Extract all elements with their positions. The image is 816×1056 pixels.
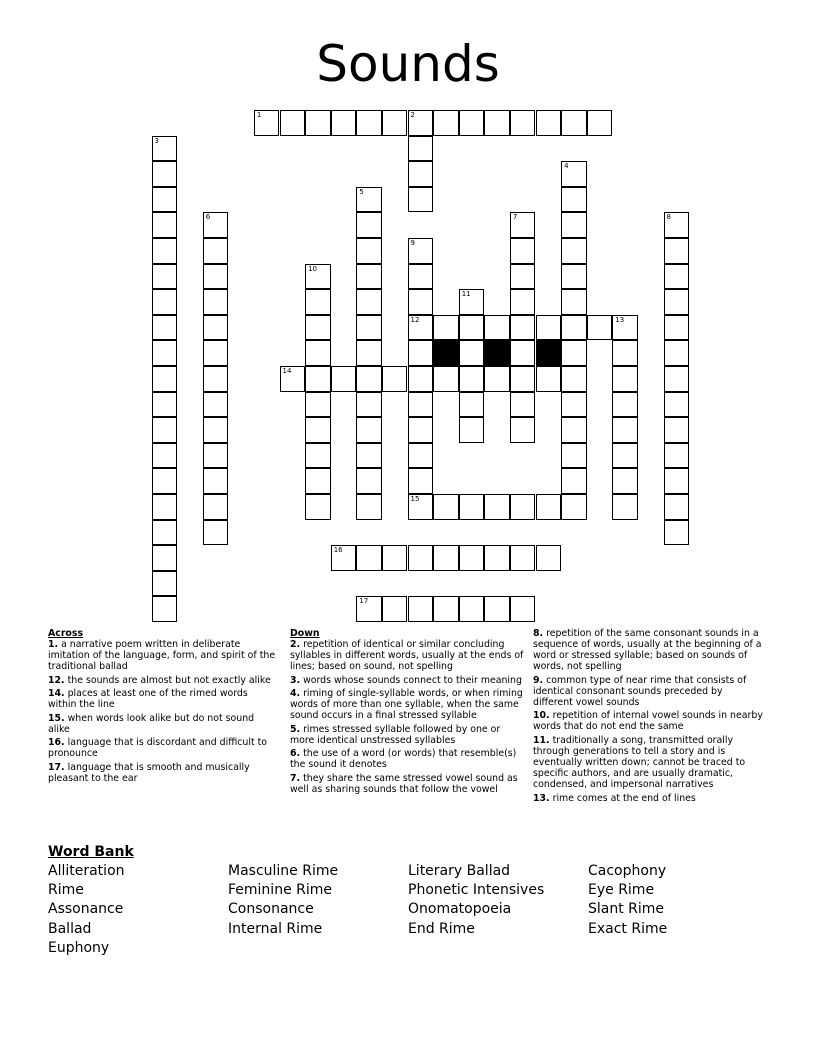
grid-cell[interactable] [561, 494, 587, 520]
word-bank-item: Phonetic Intensives [408, 882, 545, 899]
grid-cell[interactable] [408, 187, 434, 213]
grid-cell[interactable] [152, 136, 178, 162]
grid-cell[interactable] [561, 366, 587, 392]
grid-cell[interactable] [305, 315, 331, 341]
grid-cell[interactable] [356, 366, 382, 392]
grid-cell[interactable] [561, 417, 587, 443]
grid-cell[interactable] [203, 238, 229, 264]
grid-cell[interactable] [612, 494, 638, 520]
grid-cell[interactable] [152, 161, 178, 187]
clue-text: repetition of internal vowel sounds in nearby words that do not end the same [533, 710, 763, 733]
grid-cell[interactable] [664, 392, 690, 418]
grid-cell[interactable] [203, 468, 229, 494]
grid-cell[interactable] [152, 468, 178, 494]
grid-cell[interactable] [664, 315, 690, 341]
grid-cell[interactable] [305, 494, 331, 520]
clue-text: riming of single-syllable words, or when riming words of more than one syllable, when the same sound occurs in a final stressed syllable [290, 688, 523, 722]
clue-item [48, 639, 276, 672]
clue-number-label: 1. [48, 639, 59, 651]
grid-cell[interactable] [305, 340, 331, 366]
clue-number-label: 9. [533, 674, 544, 686]
grid-cell[interactable] [331, 110, 357, 136]
grid-cell[interactable] [152, 443, 178, 469]
clue-text: rimes stressed syllable followed by one or more identical unstressed syllables [290, 723, 501, 746]
grid-cell[interactable] [612, 468, 638, 494]
across-clues [48, 628, 276, 786]
grid-cell[interactable] [408, 110, 434, 136]
clue-number-label: 2. [290, 639, 301, 651]
grid-cell[interactable] [433, 596, 459, 622]
grid-cell[interactable] [356, 187, 382, 213]
word-bank-item: Cacophony [588, 863, 667, 879]
clue-number: 14 [282, 367, 292, 375]
grid-cell[interactable] [459, 340, 485, 366]
grid-cell[interactable] [561, 110, 587, 136]
clue-number: 10 [308, 264, 318, 273]
clue-number: 13 [615, 315, 625, 324]
clue-item [533, 628, 765, 672]
grid-cell[interactable] [203, 264, 229, 290]
word-bank-item: Slant Rime [588, 901, 665, 918]
grid-cell[interactable] [459, 392, 485, 418]
grid-cell[interactable] [305, 110, 331, 136]
grid-cell[interactable] [203, 315, 229, 341]
grid-cell[interactable] [561, 289, 587, 315]
clue-text: when words look alike but do not sound alike [48, 712, 255, 735]
clue-number-label: 14. [48, 688, 65, 700]
clue-number: 1 [256, 111, 262, 119]
grid-cell[interactable] [356, 443, 382, 469]
grid-cell[interactable] [664, 212, 690, 238]
grid-cell[interactable] [612, 443, 638, 469]
grid-cell[interactable] [408, 494, 434, 520]
grid-cell[interactable] [561, 238, 587, 264]
clue-text: repetition of identical or similar concluding syllables in different words, usually at the ends of lines; based on sound, not spelling [290, 639, 524, 673]
word-bank-item: Assonance [48, 901, 124, 918]
grid-cell[interactable] [459, 545, 485, 571]
grid-cell[interactable] [484, 494, 510, 520]
clue-number-label: 17. [48, 761, 65, 773]
grid-cell[interactable] [382, 596, 408, 622]
grid-cell[interactable] [459, 315, 485, 341]
grid-cell[interactable] [664, 468, 690, 494]
grid-cell[interactable] [152, 545, 178, 571]
grid-cell[interactable] [510, 392, 536, 418]
clue-number-label: 16. [48, 737, 65, 749]
grid-cell[interactable] [408, 545, 434, 571]
clue-item [48, 713, 276, 735]
clue-number-label: 5. [290, 723, 301, 735]
grid-cell[interactable] [356, 315, 382, 341]
down-clues [290, 628, 526, 797]
clue-number: 16 [333, 546, 343, 555]
grid-cell[interactable] [203, 212, 229, 238]
grid-cell[interactable] [561, 340, 587, 366]
grid-cell[interactable] [280, 366, 306, 392]
grid-cell[interactable] [331, 366, 357, 392]
word-bank-column [408, 862, 544, 939]
grid-cell[interactable] [433, 494, 459, 520]
grid-cell[interactable] [536, 545, 562, 571]
grid-cell[interactable] [305, 264, 331, 290]
grid-cell[interactable] [152, 366, 178, 392]
clue-number: 6 [205, 213, 211, 222]
grid-cell[interactable] [305, 468, 331, 494]
clue-number: 5 [359, 187, 364, 196]
clue-number: 11 [461, 290, 471, 299]
grid-cell[interactable] [152, 494, 178, 520]
grid-cell[interactable] [664, 340, 690, 366]
grid-cell[interactable] [664, 289, 690, 315]
grid-cell[interactable] [356, 417, 382, 443]
black-cell [433, 340, 459, 366]
clue-number-label: 12. [48, 674, 65, 686]
across-heading: Across [48, 628, 84, 639]
grid-cell[interactable] [459, 494, 485, 520]
grid-cell[interactable] [408, 366, 434, 392]
grid-cell[interactable] [561, 264, 587, 290]
grid-cell[interactable] [587, 110, 613, 136]
grid-cell[interactable] [203, 340, 229, 366]
grid-cell[interactable] [408, 136, 434, 162]
word-bank-item: Euphony [48, 939, 110, 956]
clue-item [290, 748, 526, 770]
clue-text: repetition of the same consonant sounds in a sequence of words, usually at the beginning of a word or stressed syllable; based on sounds of words, not spelling [533, 628, 762, 673]
grid-cell[interactable] [203, 417, 229, 443]
clue-text: they share the same stressed vowel sound as well as sharing sounds that follow the vowel [290, 772, 518, 795]
grid-cell[interactable] [664, 494, 690, 520]
grid-cell[interactable] [356, 110, 382, 136]
grid-cell[interactable] [382, 545, 408, 571]
grid-cell[interactable] [408, 289, 434, 315]
clue-text: the sounds are almost but not exactly alike [64, 674, 271, 686]
grid-cell[interactable] [203, 494, 229, 520]
grid-cell[interactable] [664, 238, 690, 264]
grid-cell[interactable] [612, 340, 638, 366]
grid-cell[interactable] [305, 417, 331, 443]
word-bank-item: Exact Rime [588, 920, 668, 937]
word-bank-title: Word Bank [48, 844, 134, 860]
grid-cell[interactable] [561, 187, 587, 213]
grid-cell[interactable] [561, 212, 587, 238]
grid-cell[interactable] [408, 417, 434, 443]
grid-cell[interactable] [152, 392, 178, 418]
grid-cell[interactable] [664, 417, 690, 443]
clue-text: a narrative poem written in deliberate imitation of the language, form, and spirit of the traditional ballad [48, 639, 276, 673]
clue-text: common type of near rime that consists of identical consonant sounds preceded by different vowel sounds [533, 674, 747, 708]
grid-cell[interactable] [510, 340, 536, 366]
grid-cell[interactable] [152, 238, 178, 264]
clue-number: 17 [359, 597, 369, 606]
word-bank-item: Eye Rime [588, 882, 655, 899]
grid-cell[interactable] [152, 212, 178, 238]
clue-text: words whose sounds connect to their meaning [300, 674, 522, 686]
grid-cell[interactable] [305, 366, 331, 392]
grid-cell[interactable] [382, 366, 408, 392]
grid-cell[interactable] [408, 161, 434, 187]
black-cell [536, 340, 562, 366]
clue-number: 2 [410, 111, 415, 119]
grid-cell[interactable] [382, 110, 408, 136]
grid-cell[interactable] [152, 520, 178, 546]
clue-number: 4 [564, 162, 569, 171]
word-bank-column [228, 862, 338, 939]
clue-text: language that is smooth and musically pleasant to the ear [48, 761, 250, 784]
grid-cell[interactable] [510, 212, 536, 238]
grid-cell[interactable] [561, 315, 587, 341]
grid-cell[interactable] [459, 417, 485, 443]
grid-cell[interactable] [664, 264, 690, 290]
grid-cell[interactable] [280, 110, 306, 136]
word-bank-item: Rime [48, 882, 84, 899]
grid-cell[interactable] [536, 110, 562, 136]
grid-cell[interactable] [459, 596, 485, 622]
clue-number-label: 6. [290, 748, 301, 760]
grid-cell[interactable] [408, 264, 434, 290]
grid-cell[interactable] [510, 315, 536, 341]
grid-cell[interactable] [433, 366, 459, 392]
word-bank-column [48, 862, 125, 958]
clue-text: places at least one of the rimed words within the line [48, 688, 248, 711]
grid-cell[interactable] [152, 289, 178, 315]
grid-cell[interactable] [612, 392, 638, 418]
grid-cell[interactable] [152, 596, 178, 622]
grid-cell[interactable] [356, 289, 382, 315]
grid-cell[interactable] [510, 289, 536, 315]
grid-cell[interactable] [612, 417, 638, 443]
clue-item [533, 735, 765, 790]
grid-cell[interactable] [356, 494, 382, 520]
clue-item [533, 675, 765, 708]
grid-cell[interactable] [484, 315, 510, 341]
word-bank-item: Literary Ballad [408, 863, 511, 879]
grid-cell[interactable] [510, 596, 536, 622]
grid-cell[interactable] [152, 417, 178, 443]
grid-cell[interactable] [305, 443, 331, 469]
black-cell [484, 340, 510, 366]
grid-cell[interactable] [510, 264, 536, 290]
grid-cell[interactable] [561, 392, 587, 418]
down-heading: Down [290, 628, 320, 639]
clue-item [290, 675, 526, 686]
word-bank-item: Internal Rime [228, 920, 323, 937]
grid-cell[interactable] [510, 417, 536, 443]
grid-cell[interactable] [408, 596, 434, 622]
grid-cell[interactable] [356, 545, 382, 571]
word-bank-item: Ballad [48, 920, 92, 937]
clue-text: traditionally a song, transmitted orally through generations to tell a story and is eventually written down; cannot be traced to specific authors, and are usually dramatic, condensed, and impersonal narratives [533, 734, 746, 791]
grid-cell[interactable] [408, 315, 434, 341]
clue-number: 3 [154, 136, 159, 145]
clue-number-label: 8. [533, 628, 544, 639]
grid-cell[interactable] [510, 238, 536, 264]
clue-item [290, 773, 526, 795]
grid-cell[interactable] [664, 366, 690, 392]
word-bank-item: Onomatopoeia [408, 901, 512, 918]
grid-cell[interactable] [203, 366, 229, 392]
clue-number: 8 [666, 213, 671, 222]
grid-cell[interactable] [459, 289, 485, 315]
clue-number-label: 7. [290, 772, 301, 784]
clue-number: 15 [410, 495, 420, 503]
clue-text: rime comes at the end of lines [549, 792, 696, 804]
grid-cell[interactable] [459, 110, 485, 136]
grid-cell[interactable] [612, 315, 638, 341]
word-bank-item: Alliteration [48, 863, 125, 879]
word-bank-item: Consonance [228, 901, 314, 918]
grid-cell[interactable] [510, 545, 536, 571]
grid-cell[interactable] [356, 392, 382, 418]
word-bank-item: Feminine Rime [228, 882, 332, 899]
clue-number-label: 13. [533, 792, 550, 804]
grid-cell[interactable] [331, 545, 357, 571]
grid-cell[interactable] [152, 340, 178, 366]
grid-cell[interactable] [408, 238, 434, 264]
grid-cell[interactable] [536, 315, 562, 341]
down-clues-continued [533, 628, 765, 806]
clue-text: the use of a word (or words) that resemble(s) the sound it denotes [290, 748, 517, 771]
word-bank-item: Masculine Rime [228, 863, 339, 879]
grid-cell[interactable] [203, 392, 229, 418]
clue-item [48, 675, 276, 686]
grid-cell[interactable] [152, 187, 178, 213]
clue-item [290, 639, 526, 672]
grid-cell[interactable] [356, 212, 382, 238]
grid-cell[interactable] [152, 264, 178, 290]
grid-cell[interactable] [356, 596, 382, 622]
clue-item [290, 724, 526, 746]
grid-cell[interactable] [152, 571, 178, 597]
clue-text: language that is discordant and difficult to pronounce [48, 737, 268, 760]
clue-number-label: 11. [533, 734, 550, 746]
grid-cell[interactable] [664, 443, 690, 469]
grid-cell[interactable] [536, 366, 562, 392]
grid-cell[interactable] [203, 520, 229, 546]
grid-cell[interactable] [433, 315, 459, 341]
clue-number-label: 3. [290, 674, 301, 686]
grid-cell[interactable] [254, 110, 280, 136]
grid-cell[interactable] [561, 161, 587, 187]
grid-cell[interactable] [433, 110, 459, 136]
grid-cell[interactable] [356, 340, 382, 366]
grid-cell[interactable] [152, 315, 178, 341]
grid-cell[interactable] [305, 392, 331, 418]
grid-cell[interactable] [536, 494, 562, 520]
grid-cell[interactable] [356, 468, 382, 494]
grid-cell[interactable] [510, 110, 536, 136]
grid-cell[interactable] [561, 468, 587, 494]
clue-item [533, 793, 765, 804]
grid-cell[interactable] [408, 392, 434, 418]
grid-cell[interactable] [408, 468, 434, 494]
grid-cell[interactable] [510, 494, 536, 520]
grid-cell[interactable] [408, 443, 434, 469]
grid-cell[interactable] [408, 340, 434, 366]
clue-number: 9 [410, 239, 415, 247]
grid-cell[interactable] [459, 366, 485, 392]
grid-cell[interactable] [356, 238, 382, 264]
grid-cell[interactable] [484, 596, 510, 622]
grid-cell[interactable] [203, 443, 229, 469]
grid-cell[interactable] [587, 315, 613, 341]
grid-cell[interactable] [356, 264, 382, 290]
clue-number-label: 10. [533, 710, 550, 722]
grid-cell[interactable] [484, 545, 510, 571]
clue-item [533, 710, 765, 732]
word-bank-item: End Rime [408, 920, 475, 937]
clue-number-label: 4. [290, 688, 301, 700]
grid-cell[interactable] [203, 289, 229, 315]
clue-number: 12 [410, 315, 420, 324]
grid-cell[interactable] [433, 545, 459, 571]
grid-cell[interactable] [612, 366, 638, 392]
clue-number-label: 15. [48, 712, 65, 724]
clue-item [48, 737, 276, 759]
clue-item [290, 688, 526, 721]
grid-cell[interactable] [510, 366, 536, 392]
page-title: Sounds [316, 35, 500, 93]
grid-cell[interactable] [561, 443, 587, 469]
grid-cell[interactable] [305, 289, 331, 315]
grid-cell[interactable] [484, 366, 510, 392]
word-bank-column [588, 862, 667, 939]
clue-item [48, 762, 276, 784]
clue-item [48, 688, 276, 710]
grid-cell[interactable] [664, 520, 690, 546]
clue-number: 7 [512, 213, 518, 222]
grid-cell[interactable] [484, 110, 510, 136]
